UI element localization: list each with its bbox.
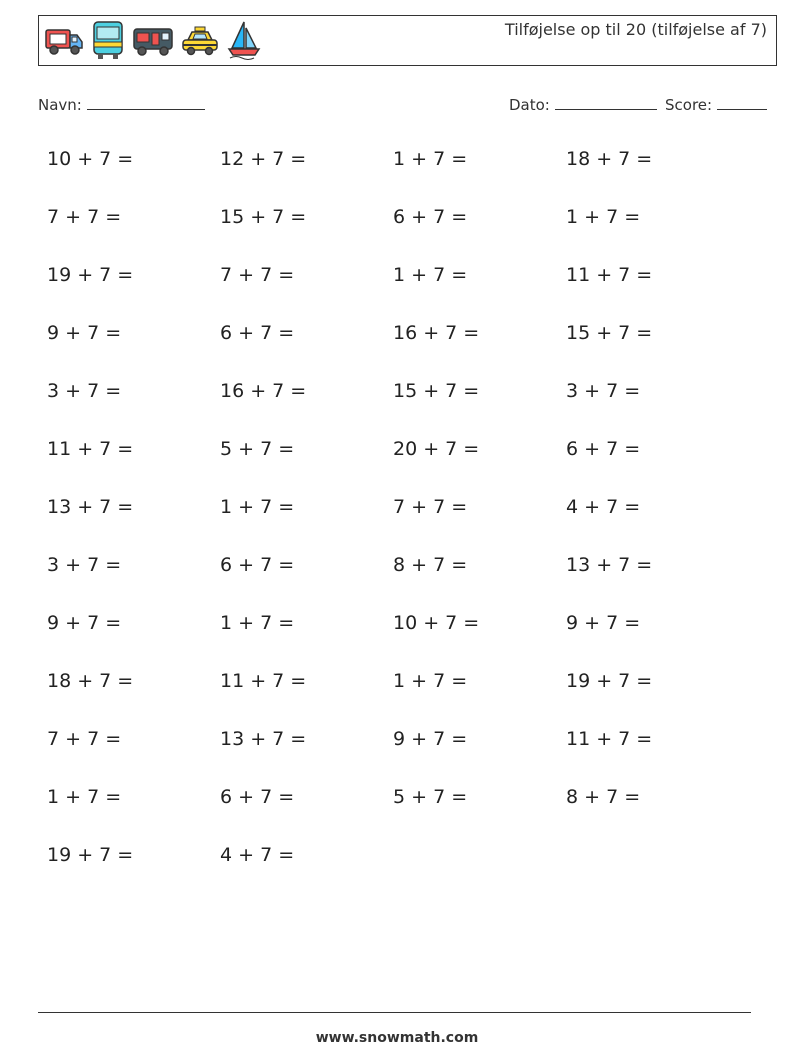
- problem-item: 1 + 7 =: [566, 206, 641, 228]
- problem-item: 7 + 7 =: [47, 728, 122, 750]
- problem-item: 20 + 7 =: [393, 438, 480, 460]
- problem-item: 9 + 7 =: [47, 612, 122, 634]
- problem-item: 11 + 7 =: [220, 670, 307, 692]
- problem-item: 1 + 7 =: [393, 148, 468, 170]
- problem-item: 6 + 7 =: [220, 554, 295, 576]
- problem-item: 4 + 7 =: [220, 844, 295, 866]
- problem-item: 3 + 7 =: [47, 380, 122, 402]
- problem-item: 6 + 7 =: [393, 206, 468, 228]
- problem-item: 6 + 7 =: [220, 322, 295, 344]
- score-blank[interactable]: [717, 95, 767, 110]
- problem-item: 12 + 7 =: [220, 148, 307, 170]
- problem-item: 13 + 7 =: [566, 554, 653, 576]
- date-blank[interactable]: [555, 95, 657, 110]
- problem-item: 11 + 7 =: [566, 728, 653, 750]
- problem-item: 8 + 7 =: [566, 786, 641, 808]
- problem-item: 7 + 7 =: [220, 264, 295, 286]
- problem-item: 10 + 7 =: [47, 148, 134, 170]
- problem-item: 18 + 7 =: [566, 148, 653, 170]
- problem-item: 15 + 7 =: [566, 322, 653, 344]
- taxi-icon: [180, 20, 220, 60]
- problem-item: 13 + 7 =: [220, 728, 307, 750]
- problem-item: 6 + 7 =: [566, 438, 641, 460]
- name-field: [38, 95, 205, 114]
- name-blank[interactable]: [87, 95, 205, 110]
- problem-item: 1 + 7 =: [220, 496, 295, 518]
- problem-item: 5 + 7 =: [220, 438, 295, 460]
- worksheet-title: Tilføjelse op til 20 (tilføjelse af 7): [504, 20, 767, 39]
- date-label: Dato:: [509, 96, 550, 114]
- header-box: [38, 15, 777, 66]
- name-label: Navn:: [38, 96, 82, 114]
- problem-item: 5 + 7 =: [393, 786, 468, 808]
- problem-item: 1 + 7 =: [393, 670, 468, 692]
- camper-van-icon: [132, 20, 174, 60]
- problem-item: 3 + 7 =: [47, 554, 122, 576]
- problem-item: 18 + 7 =: [47, 670, 134, 692]
- problem-item: 16 + 7 =: [393, 322, 480, 344]
- problem-item: 9 + 7 =: [566, 612, 641, 634]
- problem-item: 11 + 7 =: [566, 264, 653, 286]
- header-icons: [44, 20, 262, 60]
- footer-divider: [38, 1012, 751, 1013]
- problem-item: 19 + 7 =: [566, 670, 653, 692]
- footer-url: www.snowmath.com: [315, 1030, 479, 1046]
- problem-item: 13 + 7 =: [47, 496, 134, 518]
- score-field: [665, 95, 767, 114]
- problem-item: 1 + 7 =: [220, 612, 295, 634]
- problem-item: 3 + 7 =: [566, 380, 641, 402]
- problem-item: 1 + 7 =: [393, 264, 468, 286]
- sailboat-icon: [226, 20, 262, 60]
- problem-item: 11 + 7 =: [47, 438, 134, 460]
- problem-item: 15 + 7 =: [220, 206, 307, 228]
- problem-item: 1 + 7 =: [47, 786, 122, 808]
- problem-item: 4 + 7 =: [566, 496, 641, 518]
- problem-item: 7 + 7 =: [47, 206, 122, 228]
- problem-item: 7 + 7 =: [393, 496, 468, 518]
- problem-item: 16 + 7 =: [220, 380, 307, 402]
- score-label: Score:: [665, 96, 713, 114]
- problem-item: 9 + 7 =: [47, 322, 122, 344]
- date-field: [509, 95, 657, 114]
- problem-item: 8 + 7 =: [393, 554, 468, 576]
- problem-item: 9 + 7 =: [393, 728, 468, 750]
- problem-item: 10 + 7 =: [393, 612, 480, 634]
- problem-item: 19 + 7 =: [47, 264, 134, 286]
- truck-icon: [44, 20, 84, 60]
- problem-item: 15 + 7 =: [393, 380, 480, 402]
- problem-item: 19 + 7 =: [47, 844, 134, 866]
- problem-item: 6 + 7 =: [220, 786, 295, 808]
- bus-icon: [90, 20, 126, 60]
